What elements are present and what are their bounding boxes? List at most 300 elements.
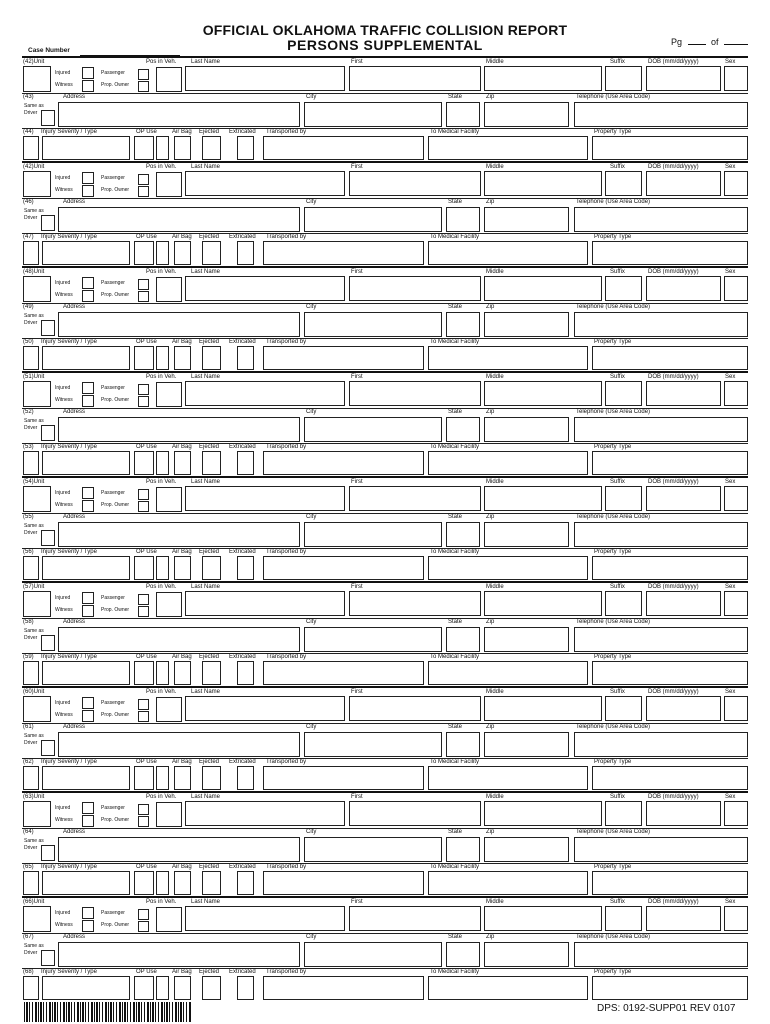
last-name-field[interactable] [185,696,345,721]
dob-field[interactable] [646,591,721,616]
middle-name-field[interactable] [484,276,602,301]
first-name-field[interactable] [349,696,481,721]
address-label: Address [63,304,86,310]
transported-by-field[interactable] [263,871,424,895]
transported-by-field[interactable] [263,346,424,370]
injured-checkbox[interactable] [82,487,94,499]
state-field[interactable] [446,522,480,547]
injury-severity-field[interactable] [23,556,39,580]
telephone-field[interactable] [574,417,748,442]
address-field[interactable] [58,627,300,652]
suffix-field[interactable] [605,171,642,196]
injured-checkbox[interactable] [82,802,94,814]
sex-label: Sex [725,479,736,485]
pos-in-veh-field[interactable] [156,67,182,92]
property-type-field[interactable] [592,871,748,895]
prop-owner-checkbox[interactable] [138,711,149,722]
same-as-driver-checkbox[interactable] [41,425,55,441]
injury-type-field[interactable] [42,136,130,160]
address-field[interactable] [58,417,300,442]
ejected-field[interactable] [202,871,221,895]
same-as-driver-checkbox[interactable] [41,530,55,546]
state-field[interactable] [446,627,480,652]
air-bag-field[interactable] [174,661,191,685]
ejected-label: Ejected [199,759,220,765]
first-name-field[interactable] [349,801,481,826]
address-field[interactable] [58,312,300,337]
state-field[interactable] [446,207,480,232]
suffix-field[interactable] [605,276,642,301]
witness-checkbox[interactable] [82,395,94,407]
same-as-driver-label: Same as [24,733,44,739]
state-field[interactable] [446,837,480,862]
zip-field[interactable] [484,417,569,442]
ejected-field[interactable] [202,556,221,580]
witness-checkbox[interactable] [82,710,94,722]
city-field[interactable] [304,312,442,337]
dob-label: DOB (mm/dd/yyyy) [648,479,699,485]
op-use-field-2[interactable] [156,976,169,1000]
extricated-field[interactable] [237,661,254,685]
medical-facility-field[interactable] [428,556,588,580]
witness-checkbox[interactable] [82,815,94,827]
unit-field[interactable] [23,486,51,512]
telephone-field[interactable] [574,837,748,862]
city-field[interactable] [304,732,442,757]
same-as-driver-checkbox[interactable] [41,110,55,126]
zip-label: Zip [486,304,495,310]
telephone-field[interactable] [574,732,748,757]
zip-field[interactable] [484,522,569,547]
address-field[interactable] [58,942,300,967]
last-name-label: Last Name [191,689,221,695]
ejected-field[interactable] [202,346,221,370]
air-bag-field[interactable] [174,766,191,790]
property-type-field[interactable] [592,136,748,160]
medical-facility-field[interactable] [428,451,588,475]
dob-label: DOB (mm/dd/yyyy) [648,899,699,905]
op-use-field-2[interactable] [156,451,169,475]
transported-by-field[interactable] [263,766,424,790]
sex-label: Sex [725,269,736,275]
sex-field[interactable] [724,591,748,616]
ejected-field[interactable] [202,976,221,1000]
extricated-field[interactable] [237,766,254,790]
witness-label: Witness [55,187,73,193]
transported-by-field[interactable] [263,661,424,685]
unit-label: (63)Unit [23,794,45,800]
transported-by-field[interactable] [263,136,424,160]
medical-facility-field[interactable] [428,871,588,895]
pos-in-veh-field[interactable] [156,277,182,302]
sex-field[interactable] [724,276,748,301]
telephone-field[interactable] [574,627,748,652]
extricated-field[interactable] [237,871,254,895]
ejected-field[interactable] [202,766,221,790]
extricated-field[interactable] [237,976,254,1000]
injury-type-field[interactable] [42,661,130,685]
unit-field[interactable] [23,66,51,92]
last-name-field[interactable] [185,276,345,301]
sex-field[interactable] [724,801,748,826]
city-field[interactable] [304,417,442,442]
telephone-field[interactable] [574,102,748,127]
middle-name-label: Middle [486,59,504,65]
witness-checkbox[interactable] [82,290,94,302]
city-field[interactable] [304,627,442,652]
city-field[interactable] [304,522,442,547]
dob-field[interactable] [646,276,721,301]
injured-checkbox[interactable] [82,172,94,184]
injury-type-field[interactable] [42,451,130,475]
property-type-field[interactable] [592,766,748,790]
first-name-field[interactable] [349,486,481,511]
injury-number-label: (56) [23,549,34,555]
air-bag-field[interactable] [174,346,191,370]
extricated-field[interactable] [237,451,254,475]
middle-name-field[interactable] [484,801,602,826]
op-use-field-2[interactable] [156,136,169,160]
medical-facility-field[interactable] [428,136,588,160]
transported-by-field[interactable] [263,976,424,1000]
passenger-label: Passenger [101,700,125,706]
property-type-field[interactable] [592,241,748,265]
last-name-field[interactable] [185,801,345,826]
pos-in-veh-field[interactable] [156,802,182,827]
air-bag-field[interactable] [174,976,191,1000]
witness-checkbox[interactable] [82,185,94,197]
page-number-field[interactable] [688,44,706,45]
ejected-field[interactable] [202,136,221,160]
suffix-field[interactable] [605,486,642,511]
air-bag-field[interactable] [174,451,191,475]
middle-name-field[interactable] [484,906,602,931]
unit-field[interactable] [23,591,51,617]
medical-facility-label: To Medical Facility [430,549,480,555]
page-total-field[interactable] [724,44,748,45]
zip-field[interactable] [484,627,569,652]
passenger-checkbox[interactable] [138,699,149,710]
injury-severity-field[interactable] [23,346,39,370]
middle-name-field[interactable] [484,591,602,616]
city-field[interactable] [304,207,442,232]
same-as-driver-checkbox[interactable] [41,635,55,651]
middle-name-field[interactable] [484,696,602,721]
ejected-field[interactable] [202,451,221,475]
row-divider [22,548,748,549]
injury-severity-field[interactable] [23,976,39,1000]
extricated-field[interactable] [237,241,254,265]
op-use-field[interactable] [134,136,154,160]
extricated-field[interactable] [237,556,254,580]
op-use-field-2[interactable] [156,766,169,790]
same-as-driver-checkbox[interactable] [41,320,55,336]
transported-by-field[interactable] [263,241,424,265]
medical-facility-field[interactable] [428,241,588,265]
suffix-field[interactable] [605,906,642,931]
passenger-checkbox[interactable] [138,489,149,500]
sex-field[interactable] [724,171,748,196]
telephone-field[interactable] [574,522,748,547]
ejected-field[interactable] [202,661,221,685]
first-name-field[interactable] [349,906,481,931]
injury-severity-field[interactable] [23,871,39,895]
op-use-field[interactable] [134,871,154,895]
sex-field[interactable] [724,66,748,91]
passenger-checkbox[interactable] [138,594,149,605]
sex-field[interactable] [724,906,748,931]
injured-checkbox[interactable] [82,382,94,394]
first-name-field[interactable] [349,591,481,616]
telephone-label: Telephone (Use Area Code) [576,724,651,730]
passenger-checkbox[interactable] [138,804,149,815]
passenger-checkbox[interactable] [138,69,149,80]
pos-in-veh-field[interactable] [156,907,182,932]
pos-in-veh-field[interactable] [156,382,182,407]
prop-owner-checkbox[interactable] [138,291,149,302]
medical-facility-field[interactable] [428,661,588,685]
prop-owner-checkbox[interactable] [138,816,149,827]
city-field[interactable] [304,837,442,862]
dob-field[interactable] [646,906,721,931]
address-field[interactable] [58,102,300,127]
injury-severity-field[interactable] [23,241,39,265]
ejected-label: Ejected [199,339,220,345]
unit-field[interactable] [23,276,51,302]
injury-severity-label: Injury Severity / Type [41,549,97,555]
telephone-field[interactable] [574,207,748,232]
zip-field[interactable] [484,942,569,967]
suffix-field[interactable] [605,801,642,826]
passenger-checkbox[interactable] [138,384,149,395]
address-field[interactable] [58,837,300,862]
injury-type-field[interactable] [42,871,130,895]
extricated-field[interactable] [237,346,254,370]
prop-owner-label: Prop. Owner [101,502,130,508]
op-use-field[interactable] [134,766,154,790]
unit-field[interactable] [23,801,51,827]
last-name-field[interactable] [185,906,345,931]
city-field[interactable] [304,942,442,967]
property-type-field[interactable] [592,556,748,580]
dob-label: DOB (mm/dd/yyyy) [648,269,699,275]
dob-field[interactable] [646,381,721,406]
first-name-field[interactable] [349,276,481,301]
last-name-label: Last Name [191,479,221,485]
pos-in-veh-field[interactable] [156,172,182,197]
injury-severity-field[interactable] [23,661,39,685]
injured-checkbox[interactable] [82,907,94,919]
first-name-field[interactable] [349,381,481,406]
telephone-field[interactable] [574,312,748,337]
op-use-field[interactable] [134,346,154,370]
op-use-field[interactable] [134,451,154,475]
injured-checkbox[interactable] [82,67,94,79]
passenger-checkbox[interactable] [138,909,149,920]
first-name-field[interactable] [349,66,481,91]
prop-owner-checkbox[interactable] [138,186,149,197]
air-bag-field[interactable] [174,241,191,265]
extricated-label: Extricated [229,339,256,345]
pos-in-veh-label: Pos in Veh. [146,479,177,485]
address-field[interactable] [58,207,300,232]
last-name-label: Last Name [191,164,221,170]
unit-label: (51)Unit [23,374,45,380]
city-label: City [306,514,317,520]
op-use-field-2[interactable] [156,241,169,265]
pos-in-veh-field[interactable] [156,592,182,617]
zip-field[interactable] [484,732,569,757]
zip-field[interactable] [484,837,569,862]
passenger-checkbox[interactable] [138,279,149,290]
op-use-field[interactable] [134,556,154,580]
property-type-field[interactable] [592,661,748,685]
air-bag-field[interactable] [174,136,191,160]
injured-checkbox[interactable] [82,697,94,709]
middle-name-field[interactable] [484,66,602,91]
unit-field[interactable] [23,171,51,197]
state-field[interactable] [446,942,480,967]
dob-field[interactable] [646,66,721,91]
same-as-driver-label-2: Driver [24,425,38,431]
address-label: Address [63,619,86,625]
zip-field[interactable] [484,312,569,337]
unit-field[interactable] [23,906,51,932]
unit-label: (66)Unit [23,899,45,905]
last-name-field[interactable] [185,171,345,196]
same-as-driver-checkbox[interactable] [41,215,55,231]
suffix-field[interactable] [605,696,642,721]
injury-type-field[interactable] [42,766,130,790]
op-use-field-2[interactable] [156,346,169,370]
first-name-field[interactable] [349,171,481,196]
injury-severity-field[interactable] [23,451,39,475]
suffix-field[interactable] [605,66,642,91]
prop-owner-checkbox[interactable] [138,501,149,512]
same-as-driver-checkbox[interactable] [41,740,55,756]
injury-severity-field[interactable] [23,136,39,160]
same-as-driver-checkbox[interactable] [41,845,55,861]
city-field[interactable] [304,102,442,127]
air-bag-field[interactable] [174,871,191,895]
injured-label: Injured [55,385,71,391]
middle-name-field[interactable] [484,486,602,511]
middle-name-field[interactable] [484,171,602,196]
sex-field[interactable] [724,696,748,721]
last-name-field[interactable] [185,66,345,91]
last-name-field[interactable] [185,381,345,406]
address-label: Address [63,514,86,520]
telephone-field[interactable] [574,942,748,967]
zip-field[interactable] [484,102,569,127]
pos-in-veh-field[interactable] [156,697,182,722]
unit-field[interactable] [23,381,51,407]
op-use-field-2[interactable] [156,871,169,895]
op-use-field[interactable] [134,976,154,1000]
prop-owner-checkbox[interactable] [138,81,149,92]
first-name-label: First [351,584,363,590]
injured-checkbox[interactable] [82,592,94,604]
state-field[interactable] [446,312,480,337]
medical-facility-field[interactable] [428,976,588,1000]
transported-by-field[interactable] [263,451,424,475]
prop-owner-checkbox[interactable] [138,396,149,407]
witness-checkbox[interactable] [82,500,94,512]
passenger-label: Passenger [101,910,125,916]
witness-label: Witness [55,607,73,613]
unit-field[interactable] [23,696,51,722]
injured-label: Injured [55,595,71,601]
sex-field[interactable] [724,381,748,406]
prop-owner-checkbox[interactable] [138,921,149,932]
zip-field[interactable] [484,207,569,232]
telephone-label: Telephone (Use Area Code) [576,304,651,310]
address-field[interactable] [58,522,300,547]
transported-by-field[interactable] [263,556,424,580]
medical-facility-field[interactable] [428,346,588,370]
sex-field[interactable] [724,486,748,511]
dob-field[interactable] [646,696,721,721]
injury-type-field[interactable] [42,241,130,265]
prop-owner-label: Prop. Owner [101,187,130,193]
injured-checkbox[interactable] [82,277,94,289]
op-use-field-2[interactable] [156,661,169,685]
last-name-field[interactable] [185,486,345,511]
air-bag-field[interactable] [174,556,191,580]
witness-checkbox[interactable] [82,920,94,932]
same-as-driver-label: Same as [24,838,44,844]
op-use-field[interactable] [134,661,154,685]
same-as-driver-checkbox[interactable] [41,950,55,966]
injured-label: Injured [55,700,71,706]
pos-in-veh-label: Pos in Veh. [146,794,177,800]
prop-owner-checkbox[interactable] [138,606,149,617]
ejected-field[interactable] [202,241,221,265]
op-use-field-2[interactable] [156,556,169,580]
injury-type-field[interactable] [42,976,130,1000]
op-use-field[interactable] [134,241,154,265]
passenger-label: Passenger [101,805,125,811]
dob-field[interactable] [646,486,721,511]
property-type-field[interactable] [592,451,748,475]
witness-checkbox[interactable] [82,80,94,92]
suffix-field[interactable] [605,381,642,406]
dob-field[interactable] [646,171,721,196]
injury-severity-field[interactable] [23,766,39,790]
dob-field[interactable] [646,801,721,826]
injury-severity-label: Injury Severity / Type [41,654,97,660]
row-divider [22,233,748,234]
injury-number-label: (47) [23,234,34,240]
witness-checkbox[interactable] [82,605,94,617]
property-type-field[interactable] [592,346,748,370]
address-field[interactable] [58,732,300,757]
suffix-field[interactable] [605,591,642,616]
state-field[interactable] [446,417,480,442]
medical-facility-field[interactable] [428,766,588,790]
state-field[interactable] [446,102,480,127]
state-field[interactable] [446,732,480,757]
extricated-field[interactable] [237,136,254,160]
injury-type-field[interactable] [42,556,130,580]
pos-in-veh-field[interactable] [156,487,182,512]
injury-type-field[interactable] [42,346,130,370]
middle-name-field[interactable] [484,381,602,406]
passenger-checkbox[interactable] [138,174,149,185]
last-name-field[interactable] [185,591,345,616]
property-type-field[interactable] [592,976,748,1000]
middle-name-label: Middle [486,269,504,275]
